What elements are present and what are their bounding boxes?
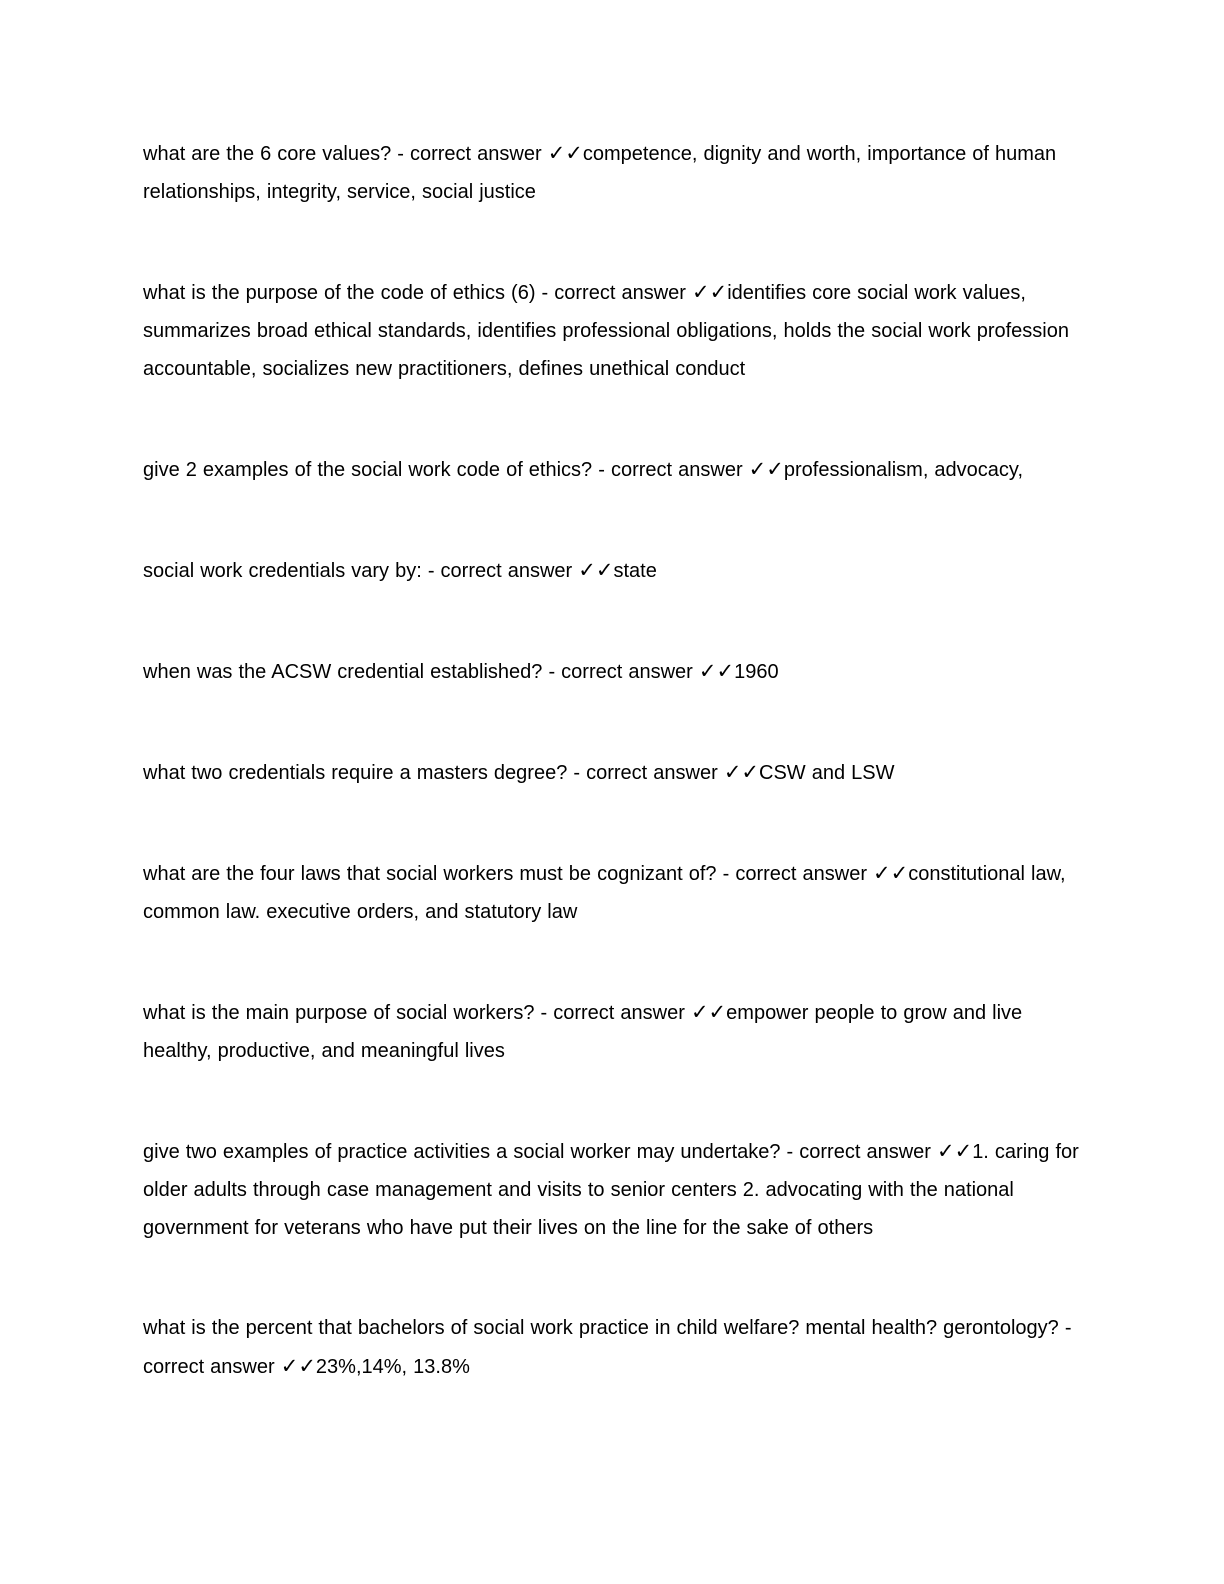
question-text: social work credentials vary by:	[143, 560, 422, 582]
double-checkmark-icon: ✓✓	[698, 659, 735, 683]
question-text: what are the 6 core values?	[143, 143, 392, 165]
qa-paragraph	[143, 1309, 1083, 1386]
answer-text: professionalism, advocacy,	[783, 459, 1023, 481]
qa-paragraph	[143, 993, 1083, 1070]
separator-text: - correct answer	[592, 459, 749, 481]
question-text: give two examples of practice activities a social worker may undertake?	[143, 1141, 781, 1163]
answer-text: 23%,14%, 13.8%	[315, 1356, 470, 1378]
answer-text: 1. caring for older adults through case management and visits to senior centers 2. advocating with the national government for veterans who have put their lives on the line for the sake of others	[143, 1141, 1085, 1239]
double-checkmark-icon: ✓✓	[936, 1139, 973, 1163]
question-text: what is the main purpose of social workers?	[143, 1002, 535, 1024]
question-text: what is the percent that bachelors of social work practice in child welfare? mental health? gerontology?	[143, 1317, 1059, 1339]
qa-paragraph	[143, 854, 1083, 931]
separator-text: - correct answer	[567, 762, 724, 784]
qa-paragraph	[143, 1132, 1083, 1247]
double-checkmark-icon: ✓✓	[748, 457, 784, 481]
double-checkmark-icon: ✓✓	[280, 1354, 316, 1378]
separator-text: - correct answer	[143, 1317, 1078, 1378]
document-body	[143, 134, 1083, 1386]
qa-paragraph	[143, 551, 1083, 590]
answer-text: empower people to grow and live healthy, productive, and meaningful lives	[143, 1002, 1029, 1062]
double-checkmark-icon: ✓✓	[691, 280, 728, 304]
double-checkmark-icon: ✓✓	[690, 1000, 727, 1024]
question-text: when was the ACSW credential established?	[143, 661, 543, 683]
double-checkmark-icon: ✓✓	[547, 141, 583, 165]
qa-paragraph	[143, 273, 1083, 388]
separator-text: - correct answer	[535, 282, 692, 304]
separator-text: - correct answer	[391, 143, 548, 165]
qa-paragraph	[143, 652, 1083, 691]
answer-text: identifies core social work values, summarizes broad ethical standards, identifies professional obligations, holds the social work profession accountable, socializes new practitioners, defines unethical conduct	[143, 282, 1076, 380]
question-text: what is the purpose of the code of ethics (6)	[143, 282, 536, 304]
separator-text: - correct answer	[542, 661, 699, 683]
separator-text: - correct answer	[780, 1141, 937, 1163]
qa-paragraph	[143, 753, 1083, 792]
question-text: give 2 examples of the social work code of ethics?	[143, 459, 593, 481]
answer-text: constitutional law, common law. executive orders, and statutory law	[143, 863, 1072, 923]
answer-text: state	[613, 560, 657, 582]
answer-text: CSW and LSW	[759, 762, 895, 784]
qa-paragraph	[143, 450, 1083, 489]
double-checkmark-icon: ✓✓	[873, 861, 909, 885]
separator-text: - correct answer	[421, 560, 579, 582]
question-text: what two credentials require a masters degree?	[143, 762, 568, 784]
answer-text: 1960	[734, 661, 779, 683]
qa-paragraph	[143, 134, 1083, 211]
double-checkmark-icon: ✓✓	[723, 760, 760, 784]
double-checkmark-icon: ✓✓	[578, 558, 614, 582]
separator-text: - correct answer	[534, 1002, 691, 1024]
question-text: what are the four laws that social workers must be cognizant of?	[143, 863, 717, 885]
answer-text: competence, dignity and worth, importance of human relationships, integrity, service, social justice	[143, 143, 1063, 203]
separator-text: - correct answer	[716, 863, 874, 885]
